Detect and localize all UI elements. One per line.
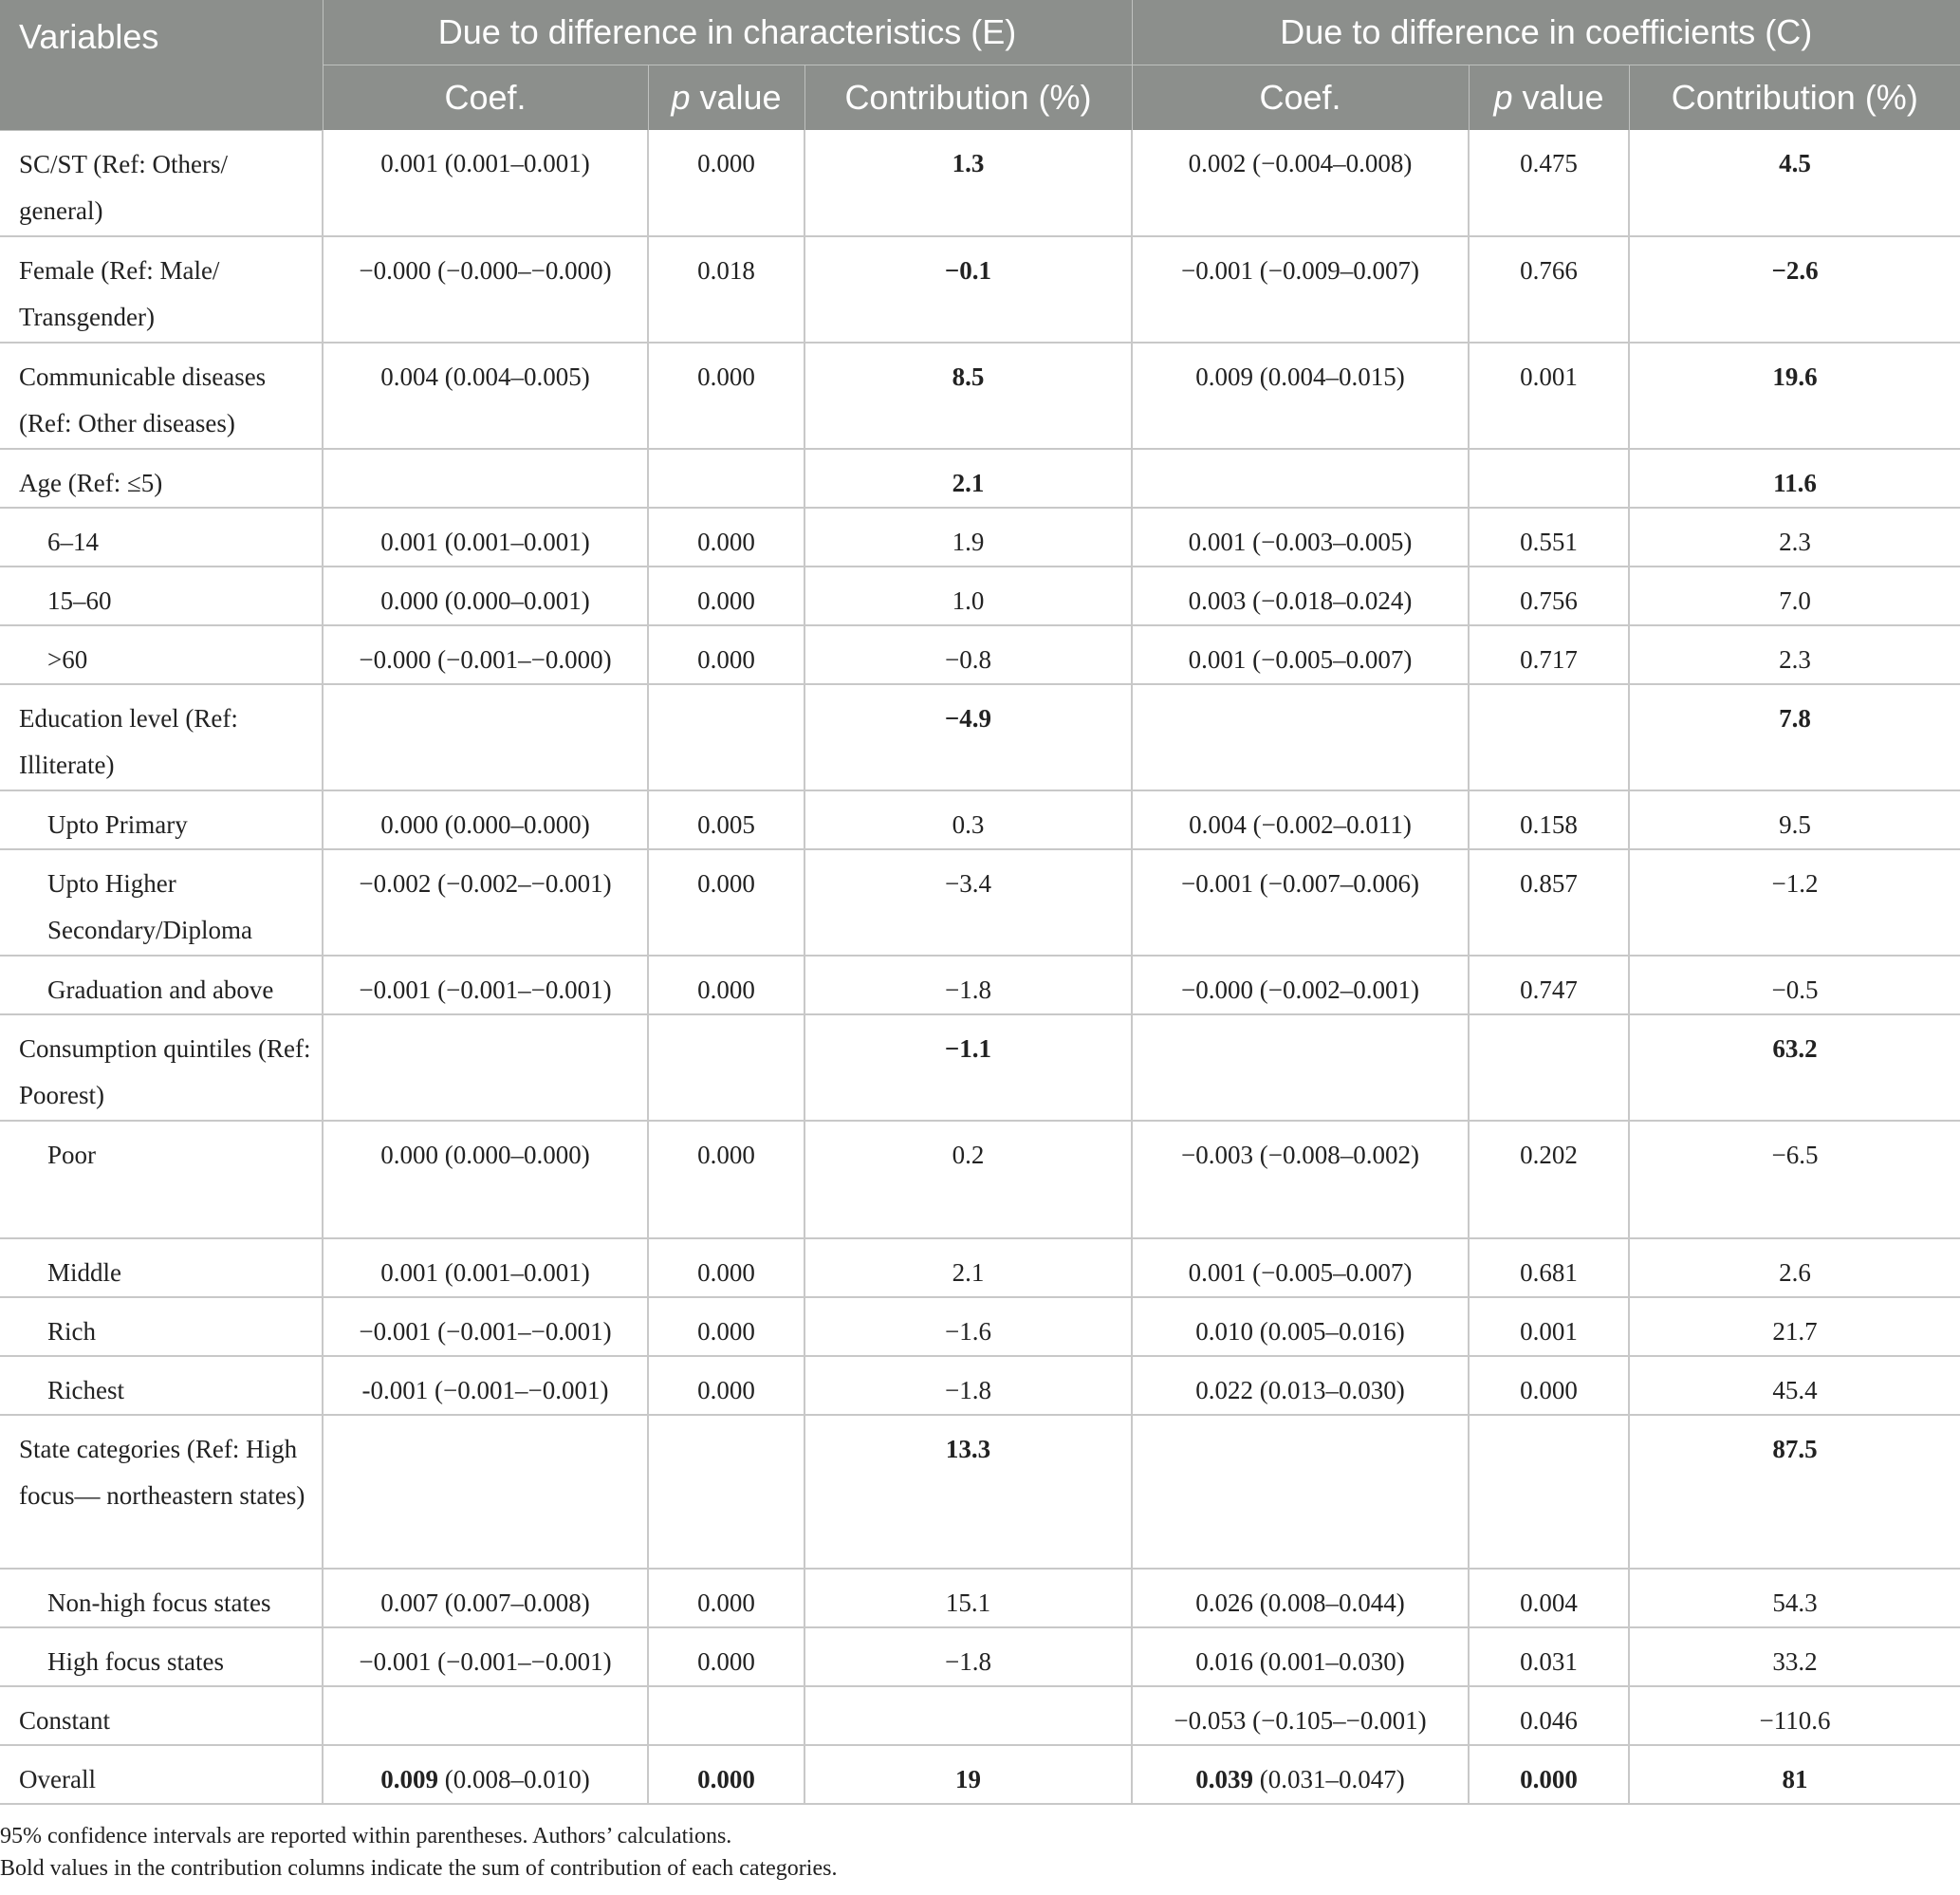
row-label: Non-high focus states	[0, 1569, 323, 1627]
c-contribution-cell: −6.5	[1629, 1121, 1960, 1238]
e-contribution-cell: −1.8	[804, 1356, 1132, 1415]
c-contribution-cell: 2.3	[1629, 508, 1960, 567]
e-pvalue-cell: 0.000	[648, 625, 804, 684]
c-contribution-cell: 19.6	[1629, 343, 1960, 449]
e-contribution-cell: 2.1	[804, 1238, 1132, 1297]
e-contribution-cell: 0.2	[804, 1121, 1132, 1238]
e-pvalue-cell: 0.000	[648, 1745, 804, 1804]
c-coef-cell: 0.016 (0.001–0.030)	[1132, 1627, 1469, 1686]
e-pvalue-cell: 0.000	[648, 1121, 804, 1238]
e-coef-cell	[323, 1014, 648, 1121]
c-coef-cell	[1132, 449, 1469, 508]
e-pvalue-cell: 0.000	[648, 1356, 804, 1415]
table-row	[0, 1297, 1960, 1356]
c-contribution-cell: −110.6	[1629, 1686, 1960, 1745]
table-row	[0, 1569, 1960, 1627]
e-coef-header: Coef.	[323, 65, 648, 131]
c-contribution-cell: 11.6	[1629, 449, 1960, 508]
e-coef-cell: 0.000 (0.000–0.000)	[323, 1121, 648, 1238]
e-coef-cell	[323, 1745, 648, 1804]
c-coef-cell: −0.001 (−0.007–0.006)	[1132, 849, 1469, 956]
e-contribution-header: Contribution (%)	[804, 65, 1132, 131]
c-pvalue-cell: 0.681	[1469, 1238, 1629, 1297]
c-pvalue-cell: 0.031	[1469, 1627, 1629, 1686]
group-header-coefficients: Due to difference in coefficients (C)	[1132, 0, 1960, 65]
c-pvalue-cell: 0.766	[1469, 236, 1629, 343]
e-coef-cell: 0.001 (0.001–0.001)	[323, 508, 648, 567]
table-row	[0, 508, 1960, 567]
e-contribution-cell: −0.8	[804, 625, 1132, 684]
row-label: Richest	[0, 1356, 323, 1415]
table-row	[0, 1745, 1960, 1804]
row-label: Upto Higher Secondary/Diploma	[0, 849, 323, 956]
e-coef-cell: −0.001 (−0.001–−0.001)	[323, 1297, 648, 1356]
e-pvalue-cell: 0.000	[648, 567, 804, 625]
e-pvalue-cell	[648, 684, 804, 790]
table-row	[0, 1627, 1960, 1686]
e-coef-cell	[323, 1686, 648, 1745]
e-contribution-cell: 2.1	[804, 449, 1132, 508]
table-row	[0, 1415, 1960, 1569]
row-label: Graduation and above	[0, 956, 323, 1014]
c-contribution-cell: 54.3	[1629, 1569, 1960, 1627]
e-coef-cell: 0.000 (0.000–0.001)	[323, 567, 648, 625]
e-coef-cell-bold-part: 0.009	[380, 1764, 438, 1793]
c-coef-cell: 0.009 (0.004–0.015)	[1132, 343, 1469, 449]
c-pvalue-cell: 0.001	[1469, 1297, 1629, 1356]
c-contribution-cell: 63.2	[1629, 1014, 1960, 1121]
c-pvalue-header	[1469, 65, 1629, 131]
e-contribution-cell: 0.3	[804, 790, 1132, 849]
e-contribution-cell: −1.6	[804, 1297, 1132, 1356]
c-coef-cell	[1132, 1014, 1469, 1121]
table-row	[0, 790, 1960, 849]
p-italic: p	[671, 78, 691, 117]
c-coef-cell: 0.001 (−0.005–0.007)	[1132, 625, 1469, 684]
c-contribution-cell: 4.5	[1629, 130, 1960, 236]
c-pvalue-cell: 0.046	[1469, 1686, 1629, 1745]
row-label: 6–14	[0, 508, 323, 567]
table-row	[0, 684, 1960, 790]
e-contribution-cell: −1.8	[804, 1627, 1132, 1686]
row-label: >60	[0, 625, 323, 684]
e-pvalue-header	[648, 65, 804, 131]
c-pvalue-cell: 0.004	[1469, 1569, 1629, 1627]
c-pvalue-cell: 0.475	[1469, 130, 1629, 236]
row-label: Poor	[0, 1121, 323, 1238]
e-pvalue-cell: 0.000	[648, 956, 804, 1014]
e-pvalue-cell	[648, 1686, 804, 1745]
c-coef-cell: −0.003 (−0.008–0.002)	[1132, 1121, 1469, 1238]
c-coef-cell-rest: (0.031–0.047)	[1253, 1764, 1405, 1793]
c-coef-cell: −0.000 (−0.002–0.001)	[1132, 956, 1469, 1014]
table-row	[0, 130, 1960, 236]
table-notes	[0, 1820, 837, 1885]
c-contribution-cell: 2.3	[1629, 625, 1960, 684]
row-label: Female (Ref: Male/ Transgender)	[0, 236, 323, 343]
row-label: State categories (Ref: High focus— northeastern states)	[0, 1415, 323, 1569]
e-coef-cell: 0.001 (0.001–0.001)	[323, 130, 648, 236]
e-pvalue-cell: 0.000	[648, 130, 804, 236]
row-label: SC/ST (Ref: Others/ general)	[0, 130, 323, 236]
e-pvalue-cell	[648, 1014, 804, 1121]
c-pvalue-cell: 0.202	[1469, 1121, 1629, 1238]
c-contribution-header: Contribution (%)	[1629, 65, 1960, 131]
e-coef-cell: 0.001 (0.001–0.001)	[323, 1238, 648, 1297]
row-label: Education level (Ref: Illiterate)	[0, 684, 323, 790]
table-row	[0, 567, 1960, 625]
table-row	[0, 1238, 1960, 1297]
e-contribution-cell: 1.0	[804, 567, 1132, 625]
row-label: Rich	[0, 1297, 323, 1356]
e-pvalue-cell: 0.000	[648, 1569, 804, 1627]
e-coef-cell: −0.001 (−0.001–−0.001)	[323, 1627, 648, 1686]
c-pvalue-cell: 0.158	[1469, 790, 1629, 849]
c-pvalue-cell: 0.000	[1469, 1356, 1629, 1415]
c-contribution-cell: 7.0	[1629, 567, 1960, 625]
p-value-suffix: value	[1512, 78, 1604, 117]
table-row	[0, 625, 1960, 684]
table-row	[0, 849, 1960, 956]
c-pvalue-cell: 0.551	[1469, 508, 1629, 567]
e-coef-cell: 0.004 (0.004–0.005)	[323, 343, 648, 449]
c-pvalue-cell	[1469, 449, 1629, 508]
c-coef-cell	[1132, 1415, 1469, 1569]
e-contribution-cell	[804, 1686, 1132, 1745]
c-pvalue-cell: 0.857	[1469, 849, 1629, 956]
e-contribution-cell: −3.4	[804, 849, 1132, 956]
e-coef-cell: −0.000 (−0.001–−0.000)	[323, 625, 648, 684]
note-confidence-intervals: 95% confidence intervals are reported within parentheses. Authors’ calculations.	[0, 1824, 732, 1849]
c-coef-header: Coef.	[1132, 65, 1469, 131]
c-coef-cell	[1132, 1745, 1469, 1804]
table-row	[0, 1014, 1960, 1121]
c-contribution-cell: 45.4	[1629, 1356, 1960, 1415]
c-coef-cell: 0.004 (−0.002–0.011)	[1132, 790, 1469, 849]
e-coef-cell: −0.002 (−0.002–−0.001)	[323, 849, 648, 956]
c-coef-cell: −0.053 (−0.105–−0.001)	[1132, 1686, 1469, 1745]
c-contribution-cell: −0.5	[1629, 956, 1960, 1014]
e-pvalue-cell: 0.000	[648, 343, 804, 449]
c-pvalue-cell	[1469, 1415, 1629, 1569]
row-label: Middle	[0, 1238, 323, 1297]
table-body	[0, 130, 1960, 1804]
table-row	[0, 956, 1960, 1014]
e-coef-cell	[323, 1415, 648, 1569]
c-coef-cell: 0.002 (−0.004–0.008)	[1132, 130, 1469, 236]
c-coef-cell: 0.022 (0.013–0.030)	[1132, 1356, 1469, 1415]
row-label: Consumption quintiles (Ref: Poorest)	[0, 1014, 323, 1121]
c-pvalue-cell: 0.747	[1469, 956, 1629, 1014]
table-row	[0, 1356, 1960, 1415]
e-pvalue-cell: 0.000	[648, 508, 804, 567]
group-header-characteristics: Due to difference in characteristics (E)	[323, 0, 1132, 65]
e-contribution-cell: 1.3	[804, 130, 1132, 236]
c-coef-cell: −0.001 (−0.009–0.007)	[1132, 236, 1469, 343]
row-label: Communicable diseases (Ref: Other diseases)	[0, 343, 323, 449]
row-label: Constant	[0, 1686, 323, 1745]
e-pvalue-cell	[648, 1415, 804, 1569]
e-contribution-cell: 13.3	[804, 1415, 1132, 1569]
e-pvalue-cell: 0.000	[648, 1238, 804, 1297]
table-row	[0, 236, 1960, 343]
e-pvalue-cell: 0.018	[648, 236, 804, 343]
e-contribution-cell: −1.1	[804, 1014, 1132, 1121]
e-coef-cell	[323, 449, 648, 508]
c-coef-cell: 0.010 (0.005–0.016)	[1132, 1297, 1469, 1356]
c-contribution-cell: 9.5	[1629, 790, 1960, 849]
p-italic: p	[1493, 78, 1513, 117]
e-pvalue-cell	[648, 449, 804, 508]
e-contribution-cell: −1.8	[804, 956, 1132, 1014]
e-contribution-cell: −0.1	[804, 236, 1132, 343]
e-contribution-cell: 8.5	[804, 343, 1132, 449]
c-contribution-cell: 33.2	[1629, 1627, 1960, 1686]
c-contribution-cell: −2.6	[1629, 236, 1960, 343]
e-contribution-cell: 19	[804, 1745, 1132, 1804]
c-contribution-cell: 2.6	[1629, 1238, 1960, 1297]
c-contribution-cell: 7.8	[1629, 684, 1960, 790]
e-contribution-cell: −4.9	[804, 684, 1132, 790]
c-contribution-cell: 81	[1629, 1745, 1960, 1804]
c-coef-cell: 0.026 (0.008–0.044)	[1132, 1569, 1469, 1627]
e-coef-cell-rest: (0.008–0.010)	[438, 1764, 590, 1793]
e-pvalue-cell: 0.005	[648, 790, 804, 849]
c-pvalue-cell: 0.717	[1469, 625, 1629, 684]
e-coef-cell: −0.001 (−0.001–−0.001)	[323, 956, 648, 1014]
row-label: High focus states	[0, 1627, 323, 1686]
e-coef-cell	[323, 684, 648, 790]
e-coef-cell: −0.000 (−0.000–−0.000)	[323, 236, 648, 343]
table-header	[0, 0, 1960, 130]
e-coef-cell: 0.007 (0.007–0.008)	[323, 1569, 648, 1627]
c-pvalue-cell	[1469, 684, 1629, 790]
c-pvalue-cell: 0.756	[1469, 567, 1629, 625]
e-contribution-cell: 15.1	[804, 1569, 1132, 1627]
table-row	[0, 1121, 1960, 1238]
e-pvalue-cell: 0.000	[648, 1627, 804, 1686]
row-label: 15–60	[0, 567, 323, 625]
c-pvalue-cell: 0.001	[1469, 343, 1629, 449]
variables-header: Variables	[0, 0, 323, 130]
row-label: Upto Primary	[0, 790, 323, 849]
c-coef-cell: 0.001 (−0.005–0.007)	[1132, 1238, 1469, 1297]
table-row	[0, 343, 1960, 449]
c-coef-cell: 0.001 (−0.003–0.005)	[1132, 508, 1469, 567]
c-pvalue-cell: 0.000	[1469, 1745, 1629, 1804]
row-label: Age (Ref: ≤5)	[0, 449, 323, 508]
table-row	[0, 1686, 1960, 1745]
c-coef-cell	[1132, 684, 1469, 790]
c-contribution-cell: 87.5	[1629, 1415, 1960, 1569]
note-bold-values: Bold values in the contribution columns indicate the sum of contribution of each categories.	[0, 1856, 838, 1881]
c-pvalue-cell	[1469, 1014, 1629, 1121]
c-coef-cell: 0.003 (−0.018–0.024)	[1132, 567, 1469, 625]
row-label: Overall	[0, 1745, 323, 1804]
e-coef-cell: 0.000 (0.000–0.000)	[323, 790, 648, 849]
table-row	[0, 449, 1960, 508]
e-pvalue-cell: 0.000	[648, 1297, 804, 1356]
c-coef-cell-bold-part: 0.039	[1195, 1764, 1253, 1793]
c-contribution-cell: −1.2	[1629, 849, 1960, 956]
c-contribution-cell: 21.7	[1629, 1297, 1960, 1356]
p-value-suffix: value	[690, 78, 782, 117]
e-contribution-cell: 1.9	[804, 508, 1132, 567]
e-pvalue-cell: 0.000	[648, 849, 804, 956]
e-coef-cell: -0.001 (−0.001–−0.001)	[323, 1356, 648, 1415]
